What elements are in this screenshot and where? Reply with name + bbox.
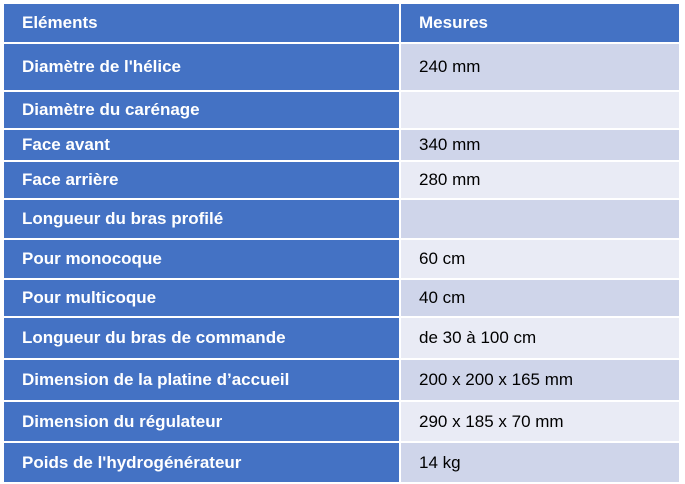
- row-label: Dimension de la platine d’accueil: [3, 359, 400, 401]
- row-label: Pour multicoque: [3, 279, 400, 317]
- table-row: [3, 317, 680, 359]
- table-row: [3, 359, 680, 401]
- table-row: [3, 279, 680, 317]
- row-value: de 30 à 100 cm: [400, 317, 680, 359]
- table-row: [3, 401, 680, 442]
- row-value: 60 cm: [400, 239, 680, 279]
- row-value: [400, 199, 680, 239]
- table-row: [3, 43, 680, 91]
- table-row: [3, 239, 680, 279]
- row-label: Dimension du régulateur: [3, 401, 400, 442]
- table-row: [3, 442, 680, 483]
- row-label: Face avant: [3, 129, 400, 161]
- row-value: 14 kg: [400, 442, 680, 483]
- table-header-row: [3, 3, 680, 43]
- header-measures: Mesures: [400, 3, 680, 43]
- row-label: Diamètre du carénage: [3, 91, 400, 129]
- row-label: Pour monocoque: [3, 239, 400, 279]
- row-value: 200 x 200 x 165 mm: [400, 359, 680, 401]
- header-elements: Eléments: [3, 3, 400, 43]
- table-row: [3, 91, 680, 129]
- row-value: 290 x 185 x 70 mm: [400, 401, 680, 442]
- table-row: [3, 129, 680, 161]
- row-label: Face arrière: [3, 161, 400, 199]
- specifications-table: [2, 2, 681, 484]
- row-value: 240 mm: [400, 43, 680, 91]
- table-row: [3, 161, 680, 199]
- row-label: Longueur du bras profilé: [3, 199, 400, 239]
- row-label: Diamètre de l'hélice: [3, 43, 400, 91]
- row-value: 340 mm: [400, 129, 680, 161]
- table-row: [3, 199, 680, 239]
- row-value: 40 cm: [400, 279, 680, 317]
- row-label: Poids de l'hydrogénérateur: [3, 442, 400, 483]
- row-label: Longueur du bras de commande: [3, 317, 400, 359]
- row-value: [400, 91, 680, 129]
- row-value: 280 mm: [400, 161, 680, 199]
